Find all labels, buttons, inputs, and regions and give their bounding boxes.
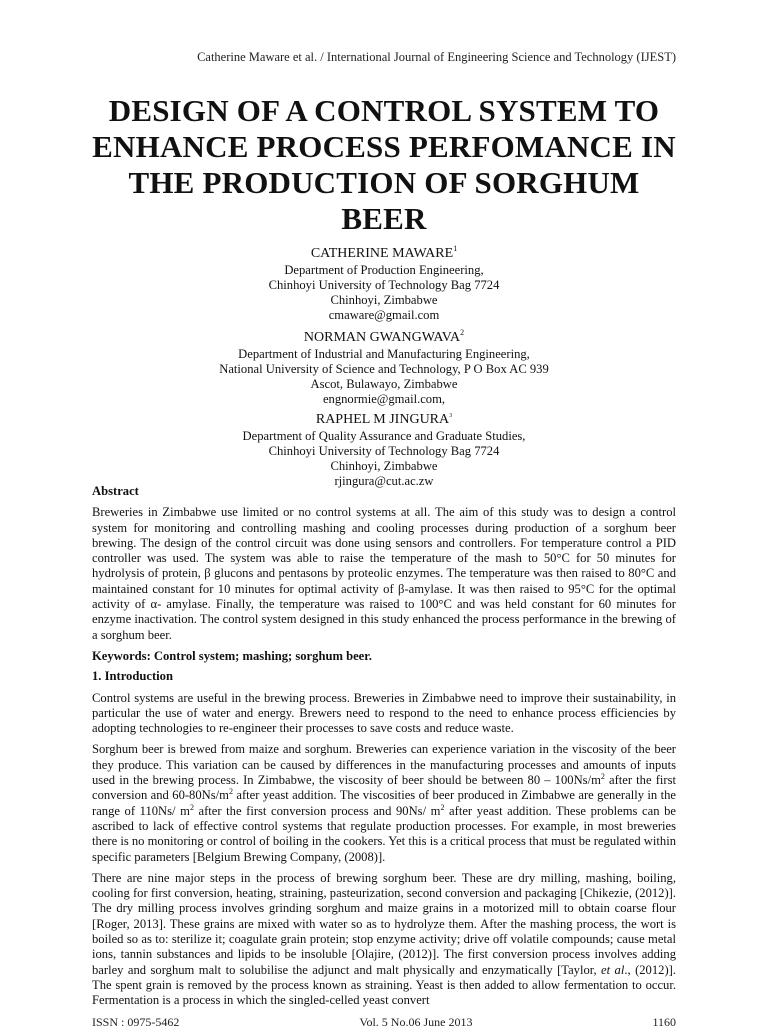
- title-line: DESIGN OF A CONTROL SYSTEM TO: [108, 93, 660, 128]
- title-line: ENHANCE PROCESS PERFOMANCE IN: [92, 129, 676, 164]
- author-block-3: [92, 407, 676, 489]
- author-name: NORMAN GWANGWAVA$^2$: [303, 328, 465, 345]
- affiliation-line: Department of Production Engineering,: [284, 263, 484, 277]
- author-mark: 3: [449, 413, 453, 419]
- affiliation-line: Chinhoyi University of Technology Bag 7724: [268, 278, 500, 292]
- issn: ISSN : 0975-5462: [92, 1015, 180, 1029]
- affiliation-line: Chinhoyi, Zimbabwe: [330, 293, 438, 307]
- author-mark: 1: [453, 244, 458, 253]
- running-head: Catherine Maware et al. / International Journal of Engineering Science and Technology (IJEST): [197, 50, 676, 64]
- paper-body: [92, 484, 676, 1015]
- page-footer: [92, 1015, 676, 1030]
- paper-title: [60, 93, 708, 237]
- paragraph: Sorghum beer is brewed from maize and sorghum. Breweries can experience variation in the viscosity of the beer they produce. This variation can be caused by differences in the manufacturing processes and amounts of inputs used in the brewing process. In Zimbabwe, the viscosity of beer should be between $80 - 100Ns/m^2$ after the first conversion and $60-80Ns/m^2$ after yeast addition. The viscosities of beer produced in Zimbabwe are generally in the range of 110Ns/ $m^2$ after the first conversion process and 90Ns/ $m^2$ after yeast addition. These problems can be ascribed to lack of effective control systems that regulate production processes. For example, in most breweries there is no monitoring or control of boiling in the cookers. Yet this is a critical process that must be regulated within specific parameters [Belgium Brewing Company, (2008)].: [92, 742, 677, 864]
- title-line: BEER: [341, 201, 427, 236]
- title-line: THE PRODUCTION OF SORGHUM: [128, 165, 640, 200]
- affiliation-line: Chinhoyi, Zimbabwe: [330, 459, 438, 473]
- affiliation-line: Department of Quality Assurance and Graduate Studies,: [242, 429, 526, 443]
- affiliation-line: Ascot, Bulawayo, Zimbabwe: [310, 377, 458, 391]
- keywords: Keywords: Control system; mashing; sorghum beer.: [92, 648, 372, 663]
- abstract-text: Breweries in Zimbabwe use limited or no control systems at all. The aim of this study was to design a control system for monitoring and controlling mashing and cooling processes during production of a sorghum beer brewing. The design of the control circuit was done using sensors and controllers. For temperature control a PID controller was used. The system was able to raise the temperature of the mash to 50°C for 50 minutes for hydrolysis of protein, β glucons and pentasons by proteolic enzymes. The temperature was then raised to 80°C and maintained constant for 10 minutes for optimal activity of β-amylase. It was then raised to 95°C for the optimal activity of α- amylase. Finally, the temperature was raised to 100°C and was held constant for 60 minutes for enzyme inactivation. The control system designed in this study enhanced the process performance in the brewing of a sorghum beer.: [92, 505, 676, 642]
- author-email: engnormie@gmail.com,: [322, 392, 446, 406]
- page-number: 1160: [652, 1015, 676, 1029]
- volume-info: Vol. 5 No.06 June 2013: [359, 1015, 473, 1029]
- author-name: CATHERINE MAWARE$^1$: [310, 244, 458, 261]
- section-heading: 1. Introduction: [92, 669, 173, 684]
- author-mark: 2: [460, 328, 465, 337]
- affiliation-line: Department of Industrial and Manufacturing Engineering,: [238, 347, 530, 361]
- affiliation-line: Chinhoyi University of Technology Bag 7724: [268, 444, 500, 458]
- author-email: cmaware@gmail.com: [328, 308, 440, 322]
- abstract-heading: Abstract: [92, 484, 139, 498]
- author-block-2: [92, 324, 676, 407]
- author-name: RAPHEL M JINGURA$^3$: [315, 412, 453, 427]
- affiliation-line: National University of Science and Technology, P O Box AC 939: [219, 362, 549, 376]
- paragraph: Control systems are useful in the brewing process. Breweries in Zimbabwe need to improve their sustainability, in particular the use of water and energy. Brewers need to respond to the need to enhance process efficiencies by adopting technologies to re-engineer their processes to save costs and reduce waste.: [92, 690, 676, 736]
- author-email: rjingura@cut.ac.zw: [334, 474, 434, 488]
- paragraph: There are nine major steps in the process of brewing sorghum beer. These are dry milling, mashing, boiling, cooling for first conversion, heating, straining, pasteurization, second conversion and packaging [Chikezie, (2012)]. The dry milling process involves grinding sorghum and maize grains in a motorized mill to obtain coarse flour [Roger, 2013]. These grains are mixed with water so as to hydrolyze them. After the mashing process, the wort is boiled so as to: sterilize it; coagulate grain protein; stop enzyme activity; drive off volatile compounds; cause metal ions, tannin substances and lipids to be insoluble [Olajire, (2012)]. The first conversion process involves adding barley and sorghum malt to solubilise the adjunct and malt physically and enzymatically [Taylor, et al., (2012)]. The spent grain is removed by the process known as straining. Yeast is then added to allow fermentation to occur. Fermentation is a process in which the singled-celled yeast convert: [92, 870, 676, 1008]
- author-block-1: [92, 240, 676, 323]
